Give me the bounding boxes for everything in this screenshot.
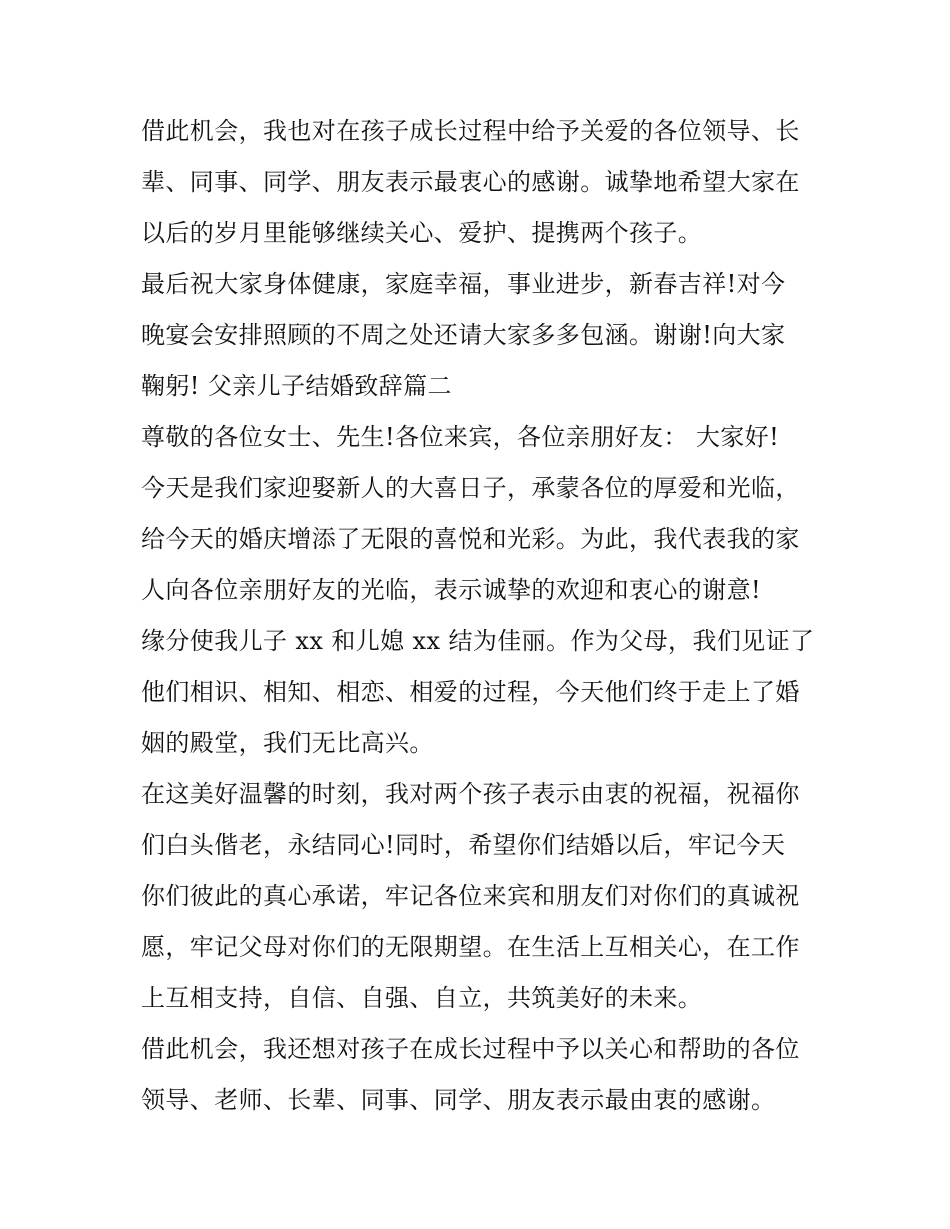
text-line: 最后祝大家身体健康，家庭幸福，事业进步，新春吉祥!对今 [141, 270, 786, 298]
text-line: 辈、同事、同学、朋友表示最衷心的感谢。诚挚地希望大家在 [141, 168, 800, 196]
text-line: 给今天的婚庆增添了无限的喜悦和光彩。为此，我代表我的家 [141, 525, 800, 553]
text-line: 借此机会，我还想对孩子在成长过程中予以关心和帮助的各位 [141, 1035, 800, 1063]
text-line: 缘分使我儿子 xx 和儿媳 xx 结为佳丽。作为父母，我们见证了 [141, 627, 815, 655]
section-heading-line: 鞠躬! 父亲儿子结婚致辞篇二 [141, 372, 452, 400]
text-line: 愿，牢记父母对你们的无限期望。在生活上互相关心，在工作 [141, 933, 800, 961]
text-line: 人向各位亲朋好友的光临，表示诚挚的欢迎和衷心的谢意! [141, 576, 762, 604]
text-line: 领导、老师、长辈、同事、同学、朋友表示最由衷的感谢。 [141, 1086, 776, 1114]
text-line: 们白头偕老，永结同心!同时，希望你们结婚以后，牢记今天 [141, 831, 786, 859]
text-line: 以后的岁月里能够继续关心、爱护、提携两个孩子。 [141, 219, 703, 247]
document-body [141, 106, 821, 1126]
text-line: 上互相支持，自信、自强、自立，共筑美好的未来。 [141, 984, 703, 1012]
text-line: 今天是我们家迎娶新人的大喜日子，承蒙各位的厚爱和光临， [141, 474, 800, 502]
text-line: 尊敬的各位女士、先生!各位来宾，各位亲朋好友： 大家好! [141, 423, 780, 451]
text-line: 在这美好温馨的时刻，我对两个孩子表示由衷的祝福，祝福你 [141, 780, 800, 808]
text-line: 姻的殿堂，我们无比高兴。 [141, 729, 434, 757]
text-line: 借此机会，我也对在孩子成长过程中给予关爱的各位领导、长 [141, 117, 800, 145]
text-line: 他们相识、相知、相恋、相爱的过程，今天他们终于走上了婚 [141, 678, 800, 706]
text-line: 晚宴会安排照顾的不周之处还请大家多多包涵。谢谢!向大家 [141, 321, 786, 349]
text-line: 你们彼此的真心承诺，牢记各位来宾和朋友们对你们的真诚祝 [141, 882, 800, 910]
